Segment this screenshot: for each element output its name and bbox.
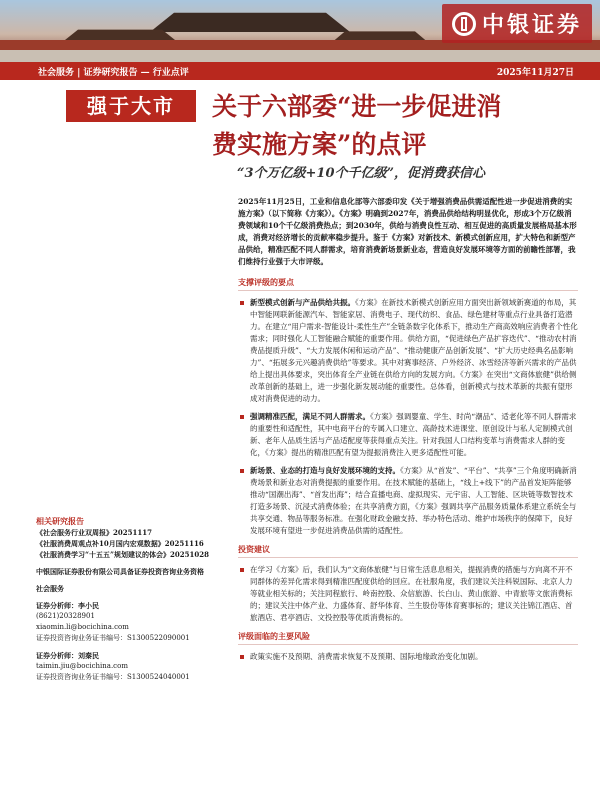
analyst-email: taimin.jiu@bocichina.com <box>36 662 128 670</box>
sidebar <box>36 516 226 683</box>
analyst-cert: 证券投资咨询业务证书编号：S1300522090001 <box>36 634 190 642</box>
bullet-lead: 新型模式创新与产品供给共振。 <box>250 298 355 307</box>
brand-name: 中银证券 <box>481 12 582 38</box>
bullet-item <box>238 651 578 663</box>
bullet-item <box>238 411 578 459</box>
bullet-item <box>238 465 578 537</box>
report-date: 2025年11月27日 <box>496 67 574 78</box>
firm-qualification: 中银国际证券股份有限公司具备证券投资咨询业务资格 <box>36 567 204 576</box>
brand-logo <box>442 4 592 43</box>
related-report: 《社会服务行业双周报》20251117 <box>36 528 152 537</box>
main-content <box>238 196 578 663</box>
bullet-text: 《方案》在新技术新模式创新应用方面突出新领域新赛道的布局，其中智能网联新能源汽车、智能家居、消费电子、现代纺织、食品、绿色建材等重点行业具备打造潜力。在建立“用户需求-智能设计-柔性生产”全链条数字化体系下，推动生产商高效响应消费者个性化需求；同时强化人工智能融合赋能的重要作用。供给方面，“促进绿色产品扩容迭代”、“推动农村消费品提质升级”、“大力发展休闲和运动产品”、“推动健康产品创新发展”、“扩大历史经典名品影响力”、“拓展多元兴趣消费供给”等要求。其中对赛事经济、户外经济、冰雪经济等新兴需求的产品供给上提出具体要求，突出体育全产业链在供给方向的发展方向。《方案》在突出“文商体旅健”供给侧改革创新的基础上，进一步强化新发展动能的重要性。总体看，创新模式与技术革新的共振有望形成对消费促进的动力。 <box>250 298 578 403</box>
palace-roof-graphic <box>150 8 350 32</box>
report-category: 社会服务 | 证券研究报告 — 行业点评 <box>38 67 189 78</box>
intro-paragraph: 2025年11月25日，工业和信息化部等六部委印发《关于增强消费品供需适配性进一步促进消费的实施方案》（以下简称《方案》）。《方案》明确到2027年，消费品供给结构明显优化，形成3个万亿级消费领域和10个千亿级消费热点；到2030年，供给与消费良性互动、相互促进的高质量发展格局基本形成，消费对经济增长的贡献率稳步提升。鉴于《方案》对新技术、新模式创新应用，扩大特色和新型产品供给，精准匹配不同人群需求，培育消费新场景新业态，营造良好发展环境等方面的前瞻性部署，我们维持行业强于大市评级。 <box>238 197 577 266</box>
courtyard-graphic <box>0 50 600 62</box>
section-heading-risk: 评级面临的主要风险 <box>238 624 578 645</box>
analyst-name: 证券分析师：刘秦民 <box>36 651 99 660</box>
report-subtitle: “3个万亿级+10个千亿级”，促消费获信心 <box>237 166 485 181</box>
title-line: 费实施方案”的点评 <box>212 130 427 159</box>
header-banner <box>0 0 600 62</box>
related-report: 《社服消费周观点补10月国内宏观数据》20251116 <box>36 539 204 548</box>
section-heading-invest: 投资建议 <box>238 537 578 558</box>
bullet-item <box>238 297 578 405</box>
rating-badge: 强于大市 <box>66 90 196 122</box>
analyst-email: xiaomin.li@bocichina.com <box>36 623 129 631</box>
related-report: 《社服消费学习“十五五”规划建议的体会》20251028 <box>36 550 210 559</box>
analyst-name: 证券分析师：李小民 <box>36 601 99 610</box>
industry-label: 社会服务 <box>36 584 64 593</box>
bullet-lead: 强调精准匹配，满足不同人群需求。 <box>250 412 370 421</box>
invest-text: 在学习《方案》后，我们认为“文商体旅健”与日常生活息息相关，提振消费的措施与方向离不开不同群体的差异化需求得到精准匹配度供给的回应。在社服角度，我们建议关注科锐国际、北京人力等就业相关标的；关注同程旅行、岭南控股、众信旅游、长白山、黄山旅游、中青旅等文旅消费标的；建议关注中体产业、力盛体育、舒华体育、兰生股份等体育赛事标的；建议关注锦江酒店、首旅酒店、君亭酒店、文投控股等优质消费标的。 <box>250 565 573 622</box>
section-heading-points: 支撑评级的要点 <box>238 268 578 291</box>
bank-logo-icon <box>452 12 476 36</box>
title-line: 关于六部委“进一步促进消 <box>212 92 502 121</box>
analyst-phone: (8621)20328901 <box>36 612 95 620</box>
analyst-cert: 证券投资咨询业务证书编号：S1300524040001 <box>36 673 190 681</box>
report-title <box>212 88 592 164</box>
risk-text: 政策实施不及预期、消费需求恢复不及预期、国际地缘政治变化加剧。 <box>250 652 483 661</box>
bullet-lead: 新场景、业态的打造与良好发展环境的支持。 <box>250 466 400 475</box>
bullet-item <box>238 564 578 624</box>
related-research-heading: 相关研究报告 <box>36 516 84 526</box>
bullet-text: 《方案》强调婴童、学生、时尚“潮品”、适老化等不同人群需求的重要性和适配性，其中电商平台的专属入口建立、高龄技术进课堂、原创设计与私人定制模式创新、老年人品质生活与产品适配度等获得重点关注。针对我国人口结构变革与消费需求人群的变化，《方案》提出的精准匹配有望为提振消费注入更多适配性可能。 <box>250 412 577 457</box>
bullet-text: 《方案》从“首发”、“平台”、“共享”三个角度明确新消费场景和新业态对消费提振的重要作用。在技术赋能的基础上，“线上+线下”的产品首发矩阵能够推动“国潮出海”、“首发出海”；结合直播电商、虚拟现实、元宇宙、人工智能、区块链等数智技术打造多场景、沉浸式消费体验；在共享消费方面，《方案》强调共享产品服务质量体系建立系统全与共享交通、物品等服务标准。在强化财政金融支持、举办特色活动、维护市场秩序的保障下，良好发展环境有望进一步促进消费品供需的适配性。 <box>250 466 577 535</box>
meta-bar <box>0 62 600 80</box>
